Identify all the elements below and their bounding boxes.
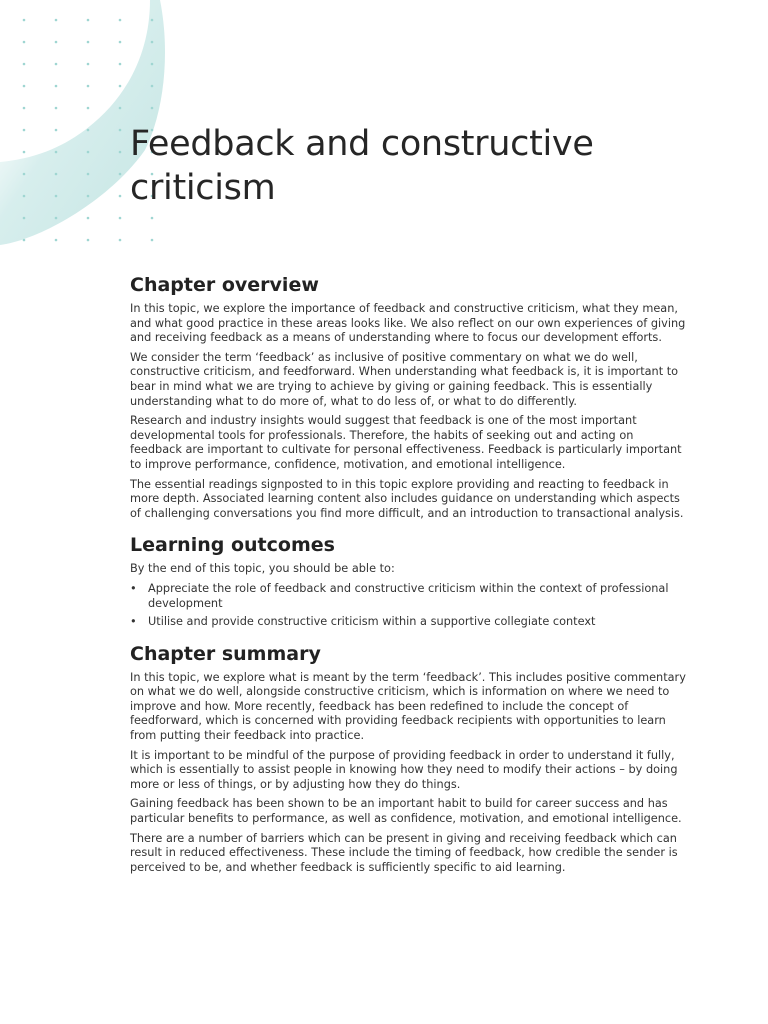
decor-dot <box>23 129 26 132</box>
page-title: Feedback and constructive criticism <box>130 124 594 208</box>
decor-dot <box>55 107 58 110</box>
outcome-item <box>130 615 686 630</box>
decor-dot <box>151 85 154 88</box>
decor-dot <box>119 217 122 220</box>
decor-dot <box>23 19 26 22</box>
decor-dot <box>55 63 58 66</box>
bullet-icon: • <box>130 581 137 595</box>
decor-dot <box>151 63 154 66</box>
decor-dot <box>119 195 122 198</box>
outcomes-intro: By the end of this topic, you should be able to: <box>130 562 395 576</box>
decor-dot <box>119 173 122 176</box>
outcome-item <box>130 582 686 611</box>
decor-dot <box>151 41 154 44</box>
decor-dot <box>55 41 58 44</box>
decor-dot <box>23 217 26 220</box>
decor-dot <box>119 239 122 242</box>
decor-dot <box>151 19 154 22</box>
chapter-summary-heading: Chapter summary <box>130 642 321 665</box>
document-page <box>130 122 686 887</box>
chapter-overview-section <box>130 273 686 521</box>
decor-dot <box>55 19 58 22</box>
decor-dot <box>55 173 58 176</box>
outcome-text: Utilise and provide constructive criticism within a supportive collegiate context <box>148 615 596 629</box>
decor-dot <box>151 107 154 110</box>
overview-paragraph: In this topic, we explore the importance of feedback and constructive criticism, what they mean, and what good practice in these areas looks like. We also reflect on our own experiences of giving and receiving feedback as a means of understanding where to focus our development efforts. <box>130 302 686 345</box>
decor-dot <box>23 41 26 44</box>
overview-paragraph: Research and industry insights would suggest that feedback is one of the most important developmental tools for professionals. Therefore, the habits of seeking out and acting on feedback are important to cultivate for personal effectiveness. Feedback is particularly important to improve performance, confidence, motivation, and emotional intelligence. <box>130 414 682 471</box>
summary-paragraph: There are a number of barriers which can be present in giving and receiving feedback which can result in reduced effectiveness. These include the timing of feedback, how credible the sender is perceived to be, and whether feedback is sufficiently specific to aid learning. <box>130 831 678 874</box>
chapter-summary-section <box>130 642 686 876</box>
bullet-icon: • <box>130 615 137 629</box>
summary-paragraph: In this topic, we explore what is meant by the term ‘feedback’. This includes positive commentary on what we do well, alongside constructive criticism, which is information on where we need to improve and how. More recently, feedback has been redefined to include the concept of feedforward, which is concerned with providing feedback recipients with opportunities to learn from putting their feedback into practice. <box>130 670 686 743</box>
decor-dot <box>23 85 26 88</box>
summary-paragraph: It is important to be mindful of the purpose of providing feedback in order to understand it fully, which is essentially to assist people in knowing how they need to modify their actions – by doing more or less of things, or by adjusting how they do things. <box>130 748 678 791</box>
decor-dot <box>23 239 26 242</box>
chapter-overview-heading: Chapter overview <box>130 274 319 296</box>
decor-dot <box>55 151 58 154</box>
decor-dot <box>87 151 90 154</box>
decor-dot <box>23 151 26 154</box>
decor-dot <box>55 217 58 220</box>
decor-dot <box>55 195 58 198</box>
decor-dot <box>119 19 122 22</box>
decor-dot <box>23 173 26 176</box>
decor-dot <box>87 63 90 66</box>
learning-outcomes-heading: Learning outcomes <box>130 534 335 557</box>
decor-dot <box>119 151 122 154</box>
decor-dot <box>23 63 26 66</box>
decor-dot <box>87 41 90 44</box>
decor-dot <box>119 41 122 44</box>
decor-dot <box>119 63 122 66</box>
decor-dot <box>23 195 26 198</box>
decor-dot <box>55 85 58 88</box>
outcomes-list <box>130 582 686 630</box>
overview-paragraph: The essential readings signposted to in this topic explore providing and reacting to feedback in more depth. Associated learning content also includes guidance on understanding which aspects of challenging conversations you find more difficult, and an introduction to transactional analysis. <box>130 477 684 520</box>
decor-dot <box>119 85 122 88</box>
decor-dot <box>87 19 90 22</box>
decor-dot <box>87 195 90 198</box>
overview-paragraph: We consider the term ‘feedback’ as inclusive of positive commentary on what we do well, constructive criticism, and feedforward. When understanding what feedback is, it is important to bear in mind what we are trying to achieve by giving or gaining feedback. This is essentially understanding what to do more of, what to do less of, or what to do differently. <box>130 350 679 408</box>
outcome-text: Appreciate the role of feedback and constructive criticism within the context of professional development <box>148 581 669 610</box>
decor-dot <box>119 107 122 110</box>
decor-dot <box>55 239 58 242</box>
summary-paragraph: Gaining feedback has been shown to be an important habit to build for career success and has particular benefits to performance, as well as confidence, motivation, and emotional intelligence. <box>130 797 682 826</box>
decor-dot <box>23 107 26 110</box>
decor-dot <box>87 173 90 176</box>
learning-outcomes-section <box>130 533 686 629</box>
decor-dot <box>55 129 58 132</box>
decor-dot <box>87 217 90 220</box>
decor-dot <box>87 239 90 242</box>
decor-dot <box>87 85 90 88</box>
decor-dot <box>119 129 122 132</box>
decor-dot <box>87 107 90 110</box>
decor-dot <box>87 129 90 132</box>
